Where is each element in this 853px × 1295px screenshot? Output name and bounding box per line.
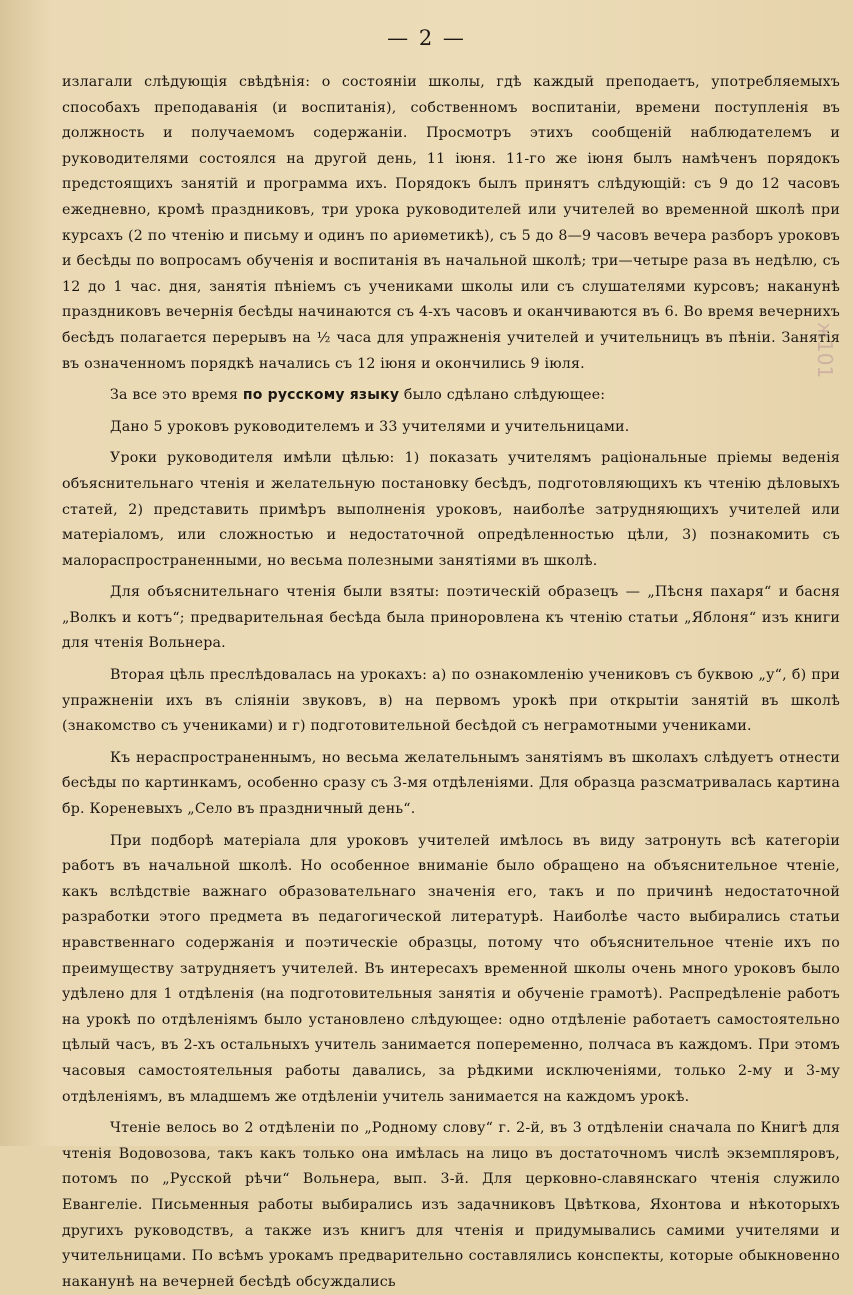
margin-pencil-note: ж101	[813, 322, 837, 379]
paragraph-5: Вторая цѣль преслѣдовалась на урокахъ: а) по ознакомленію учениковъ съ буквою „у“, б) при упражненіи ихъ въ сліяніи звуковъ, в) на первомъ урокѣ при открытіи занятій въ школѣ (знакомство съ учениками) и г) подготовительной бесѣдой съ неграмотными учениками.	[62, 667, 840, 735]
paragraph-1: излагали слѣдующія свѣдѣнія: о состояніи школы, гдѣ каждый преподаетъ, употребляемыхъ способахъ преподаванія (и воспитанія), собственномъ воспитаніи, времени поступленія въ должность и получаемомъ содержаніи. Просмотръ этихъ сообщеній наблюдателемъ и руководителями состоялся на другой день, 11 іюня. 11-го же іюня былъ намѣченъ порядокъ предстоящихъ занятій и программа ихъ. Порядокъ былъ принятъ слѣдующій: съ 9 до 12 часовъ ежедневно, кромѣ праздниковъ, три урока руководителей или учителей во временной школѣ при курсахъ (2 по чтенію и письму и одинъ по ариѳметикѣ), съ 5 до 8—9 часовъ вечера разборъ уроковъ и бесѣды по вопросамъ обученія и воспитанія въ начальной школѣ; три—четыре раза въ недѣлю, съ 12 до 1 час. дня, занятія пѣніемъ съ учениками школы или съ слушателями курсовъ; наканунѣ праздниковъ вечернія бесѣды начинаются съ 4-хъ часовъ и оканчиваются въ 6. Во время вечернихъ бесѣдъ полагается перерывъ на ½ часа для упражненія учителей и учительницъ въ пѣніи. Занятія въ означенномъ порядкѣ начались съ 12 іюня и окончились 9 іюля.	[62, 74, 840, 372]
page-number: — 2 —	[387, 26, 466, 50]
russian-line-after: было сдѣлано слѣдующее:	[399, 387, 606, 404]
paragraph-8: Чтеніе велось во 2 отдѣленіи по „Родному слову“ г. 2-й, въ 3 отдѣленіи сначала по Книгѣ для чтенія Водовозова, такъ какъ только она имѣлась на лицо въ достаточномъ числѣ экземпляровъ, потомъ по „Русской рѣчи“ Вольнера, вып. 3-й. Для церковно-славянскаго чтенія служило Евангеліе. Письменныя работы выбирались изъ задачниковъ Цвѣткова, Яхонтова и нѣкоторыхъ другихъ руководствъ, а также изъ книгъ для чтенія и придумывались самими учителями и учительницами. По всѣмъ урокамъ предварительно составлялись конспекты, которые обыкновенно наканунѣ на вечерней бесѣдѣ обсуждались	[62, 1120, 840, 1290]
paragraph-6: Къ нераспространеннымъ, но весьма желательнымъ занятіямъ въ школахъ слѣдуетъ отнести бесѣды по картинкамъ, особенно сразу съ 3-мя отдѣленіями. Для образца разсматривалась картина бр. Кореневыхъ „Село въ праздничный день“.	[62, 749, 840, 818]
body-text	[62, 70, 840, 1295]
paragraph-russian-heading	[62, 383, 840, 409]
russian-line-emphasis: по русскому языку	[242, 387, 400, 404]
russian-line-before: За все это время	[110, 387, 243, 404]
paragraph-2: Дано 5 уроковъ руководителемъ и 33 учителями и учительницами.	[110, 418, 630, 435]
paragraph-7: При подборѣ матеріала для уроковъ учителей имѣлось въ виду затронуть всѣ категоріи работъ въ начальной школѣ. Но особенное вниманіе было обращено на объяснительное чтеніе, какъ вслѣдствіе важнаго образовательнаго значенія его, такъ и по причинѣ недостаточной разработки этого предмета въ педагогической литературѣ. Наиболѣе часто выбирались статьи нравственнаго содержанія и поэтическіе образцы, потому что объяснительное чтеніе ихъ по преимуществу затрудняетъ учителей. Въ интересахъ временной школы очень много уроковъ было удѣлено для 1 отдѣленія (на подготовительныя занятія и обученіе грамотѣ). Распредѣленіе работъ на урокѣ по отдѣленіямъ было установлено слѣдующее: одно отдѣленіе работаетъ самостоятельно цѣлый часъ, въ 2-хъ остальныхъ учитель занимается попеременно, полчаса въ каждомъ. При этомъ часовыя самостоятельныя работы давались, за рѣдкими исключеніями, только 2-му и 3-му отдѣленіямъ, въ младшемъ же отдѣленіи учитель занимается на каждомъ урокѣ.	[62, 832, 840, 1105]
paragraph-4: Для объяснительнаго чтенія были взяты: поэтическій образецъ — „Пѣсня пахаря“ и басня „Волкъ и котъ“; предварительная бесѣда была приноровлена къ чтенію статьи „Яблоня“ изъ книги для чтенія Вольнера.	[62, 584, 840, 652]
paragraph-3: Уроки руководителя имѣли цѣлью: 1) показать учителямъ раціональные пріемы веденія объяснительнаго чтенія и желательную постановку бесѣдъ, подготовляющихъ къ чтенію дѣловыхъ статей, 2) представить примѣръ выполненія уроковъ, наиболѣе затрудняющихъ учителей или матеріаломъ, или сложностью и недостаточной опредѣленностью цѣли, 3) познакомить съ малораспространенными, но весьма полезными занятіями въ школѣ.	[62, 450, 840, 569]
